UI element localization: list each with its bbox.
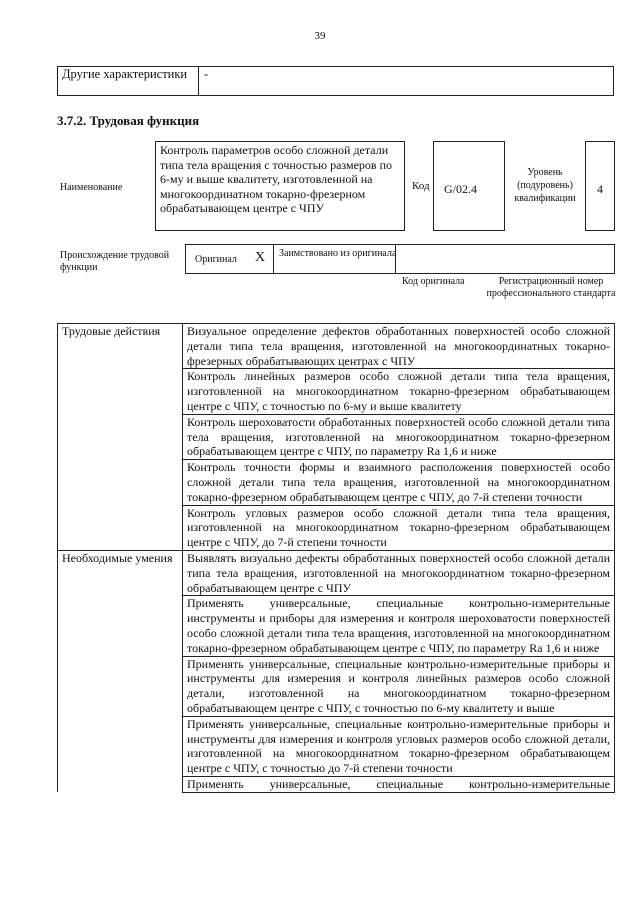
table-row xyxy=(58,776,615,792)
table-row xyxy=(58,596,615,656)
required-skill-item: Применять универсальные, специальные контрольно-измерительные приборы и инструменты для измерения и контроля угловых размеров особо сложной детали, изготовленной на многокоординатном токарно-фрезерном обрабатывающем центре с ЧПУ, с точностью до 7-й степени точности xyxy=(183,716,615,776)
labor-actions-category: Трудовые действия xyxy=(58,324,183,369)
original-label: Оригинал xyxy=(195,254,237,265)
labor-action-item: Контроль шероховатости обработанных поверхностей особо сложной детали типа тела вращения, изготовленной на многокоординатном токарно-фрезерном обрабатывающем центре с ЧПУ, по параметру Ra 1,6 и ниже xyxy=(183,414,615,459)
section-heading: 3.7.2. Трудовая функция xyxy=(57,113,200,128)
required-skills-category: Необходимые умения xyxy=(58,550,183,595)
required-skill-item: Применять универсальные, специальные контрольно-измерительные xyxy=(183,776,615,792)
table-row xyxy=(58,460,615,505)
table-row xyxy=(58,414,615,459)
labor-function-table xyxy=(57,323,615,793)
code-value: G/02.4 xyxy=(433,141,505,231)
qualification-level-value: 4 xyxy=(585,141,615,231)
labor-action-item: Контроль угловых размеров особо сложной детали типа тела вращения, изготовленной на многокоординатном токарно-фрезерном обрабатывающем центре с ЧПУ, до 7-й степени точности xyxy=(183,505,615,550)
registration-number-label: Регистрационный номер профессионального стандарта xyxy=(486,276,616,299)
labor-action-item: Визуальное определение дефектов обработанных поверхностей особо сложной детали типа тела вращения, изготовленной на многокоординатных токарно-фрезерных обрабатывающих центрах с ЧПУ xyxy=(183,324,615,369)
code-label: Код xyxy=(412,180,430,192)
required-skill-item: Выявлять визуально дефекты обработанных поверхностей особо сложной детали типа тела вращения, изготовленной на многокоординатном токарно-фрезерном обрабатывающем центре с ЧПУ xyxy=(183,550,615,595)
original-mark: X xyxy=(255,250,266,265)
table-row xyxy=(58,656,615,716)
page-number: 39 xyxy=(314,30,326,42)
original-code-label: Код оригинала xyxy=(402,276,465,287)
required-skill-item: Применять универсальные, специальные контрольно-измерительные инструменты и приборы для измерения и контроля шероховатости поверхностей особо сложной детали типа тела вращения, изготовленной на многокоординатном токарно-фрезерном обрабатывающем центре с ЧПУ, по параметру Ra 1,6 и ниже xyxy=(183,596,615,656)
function-name-value: Контроль параметров особо сложной детали типа тела вращения с точностью размеров по 6-му и выше квалитету, изготовленной на многокоординатном токарно-фрезерном обрабатывающем центре с ЧПУ xyxy=(155,141,405,231)
other-characteristics-label: Другие характеристики xyxy=(62,67,188,81)
origin-label: Происхождение трудовой функции xyxy=(60,250,170,273)
name-label: Наименование xyxy=(60,182,123,193)
table-row xyxy=(58,550,615,595)
other-characteristics-table xyxy=(57,66,614,96)
labor-action-item: Контроль линейных размеров особо сложной детали типа тела вращения, изготовленной на многокоординатном токарно-фрезерном обрабатывающем центре с ЧПУ, с точностью по 6-му и выше квалитету xyxy=(183,369,615,414)
table-row xyxy=(58,369,615,414)
other-characteristics-value: - xyxy=(204,67,209,81)
labor-action-item: Контроль точности формы и взаимного расположения поверхностей особо сложной детали типа тела вращения, изготовленной на многокоординатном токарно-фрезерном обрабатывающем центре с ЧПУ, до 7-й степени точности xyxy=(183,460,615,505)
required-skill-item: Применять универсальные, специальные контрольно-измерительные приборы и инструменты для измерения и контроля линейных размеров особо сложной детали, изготовленной на многокоординатном токарно-фрезерном обрабатывающем центре с ЧПУ, с точностью по 6-му квалитету и выше xyxy=(183,656,615,716)
table-row xyxy=(58,716,615,776)
table-row xyxy=(58,324,615,369)
qualification-level-label: Уровень (подуровень) квалификации xyxy=(514,167,576,204)
table-row xyxy=(58,505,615,550)
borrowed-label: Заимствовано из оригинала xyxy=(279,248,397,259)
origin-row xyxy=(185,244,615,274)
